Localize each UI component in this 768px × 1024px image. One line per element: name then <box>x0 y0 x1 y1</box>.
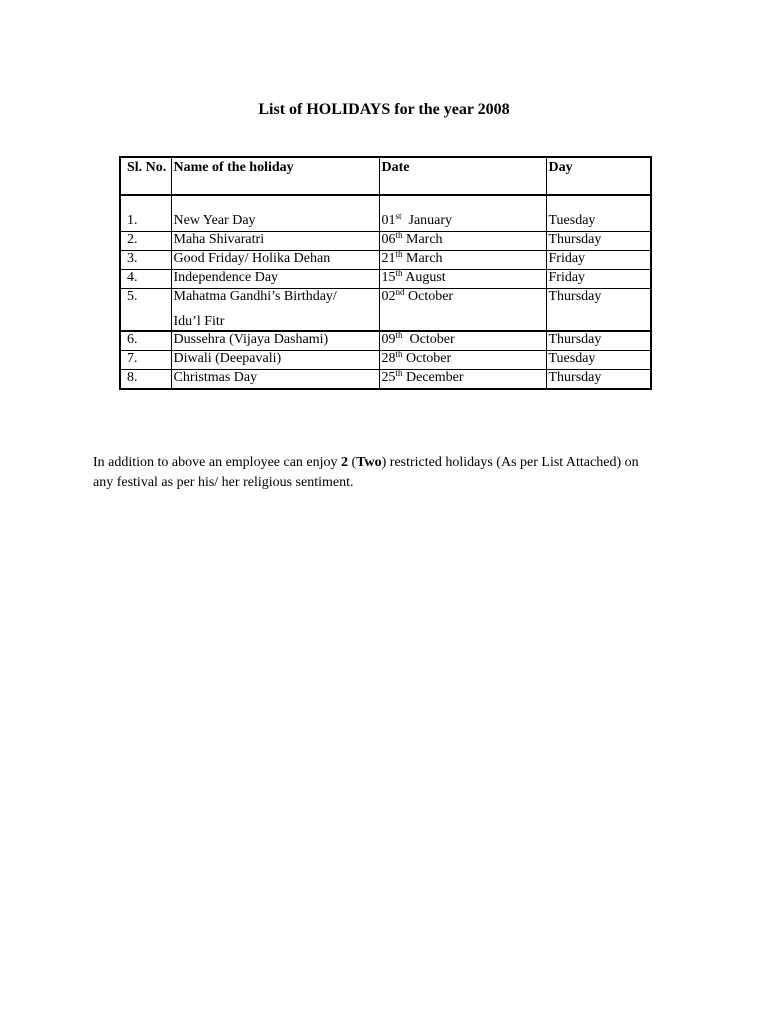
table-spacer-row <box>120 195 651 213</box>
header-day: Day <box>546 157 651 195</box>
cell-day: Thursday <box>546 289 651 332</box>
page-title: List of HOLIDAYS for the year 2008 <box>258 101 510 118</box>
cell-name: Christmas Day <box>171 370 379 390</box>
cell-name: Mahatma Gandhi’s Birthday/ Idu’l Fitr <box>171 289 379 332</box>
table-row <box>120 289 651 332</box>
cell-date: 06th March <box>379 232 546 251</box>
table-row <box>120 351 651 370</box>
cell-day: Thursday <box>546 232 651 251</box>
cell-sl: 6. <box>120 331 171 351</box>
cell-sl: 8. <box>120 370 171 390</box>
cell-day: Friday <box>546 270 651 289</box>
cell-date: 01st January <box>379 213 546 232</box>
restricted-holidays-note: In addition to above an employee can enjoy 2 (Two) restricted holidays (As per List Attached) on any festival as per his/ her religious sentiment. <box>93 455 639 490</box>
cell-date: 25th December <box>379 370 546 390</box>
cell-name: Good Friday/ Holika Dehan <box>171 251 379 270</box>
cell-date: 02nd October <box>379 289 546 332</box>
cell-date: 28th October <box>379 351 546 370</box>
cell-sl: 7. <box>120 351 171 370</box>
cell-day: Thursday <box>546 370 651 390</box>
header-date: Date <box>379 157 546 195</box>
table-row <box>120 232 651 251</box>
cell-name: Maha Shivaratri <box>171 232 379 251</box>
cell-sl: 4. <box>120 270 171 289</box>
table-header-row <box>120 157 651 195</box>
cell-day: Tuesday <box>546 351 651 370</box>
cell-day: Tuesday <box>546 213 651 232</box>
table-row <box>120 331 651 351</box>
cell-name: New Year Day <box>171 213 379 232</box>
holiday-table <box>119 156 652 390</box>
table-row <box>120 213 651 232</box>
table-row <box>120 370 651 390</box>
cell-name: Diwali (Deepavali) <box>171 351 379 370</box>
cell-sl: 2. <box>120 232 171 251</box>
cell-date: 21th March <box>379 251 546 270</box>
table-row <box>120 270 651 289</box>
header-holiday-name: Name of the holiday <box>171 157 379 195</box>
cell-day: Friday <box>546 251 651 270</box>
cell-name: Independence Day <box>171 270 379 289</box>
header-sl-no: Sl. No. <box>120 157 171 195</box>
cell-name: Dussehra (Vijaya Dashami) <box>171 331 379 351</box>
cell-sl: 1. <box>120 213 171 232</box>
cell-date: 15th August <box>379 270 546 289</box>
cell-sl: 3. <box>120 251 171 270</box>
cell-date: 09th October <box>379 331 546 351</box>
cell-day: Thursday <box>546 331 651 351</box>
cell-sl: 5. <box>120 289 171 332</box>
table-row <box>120 251 651 270</box>
